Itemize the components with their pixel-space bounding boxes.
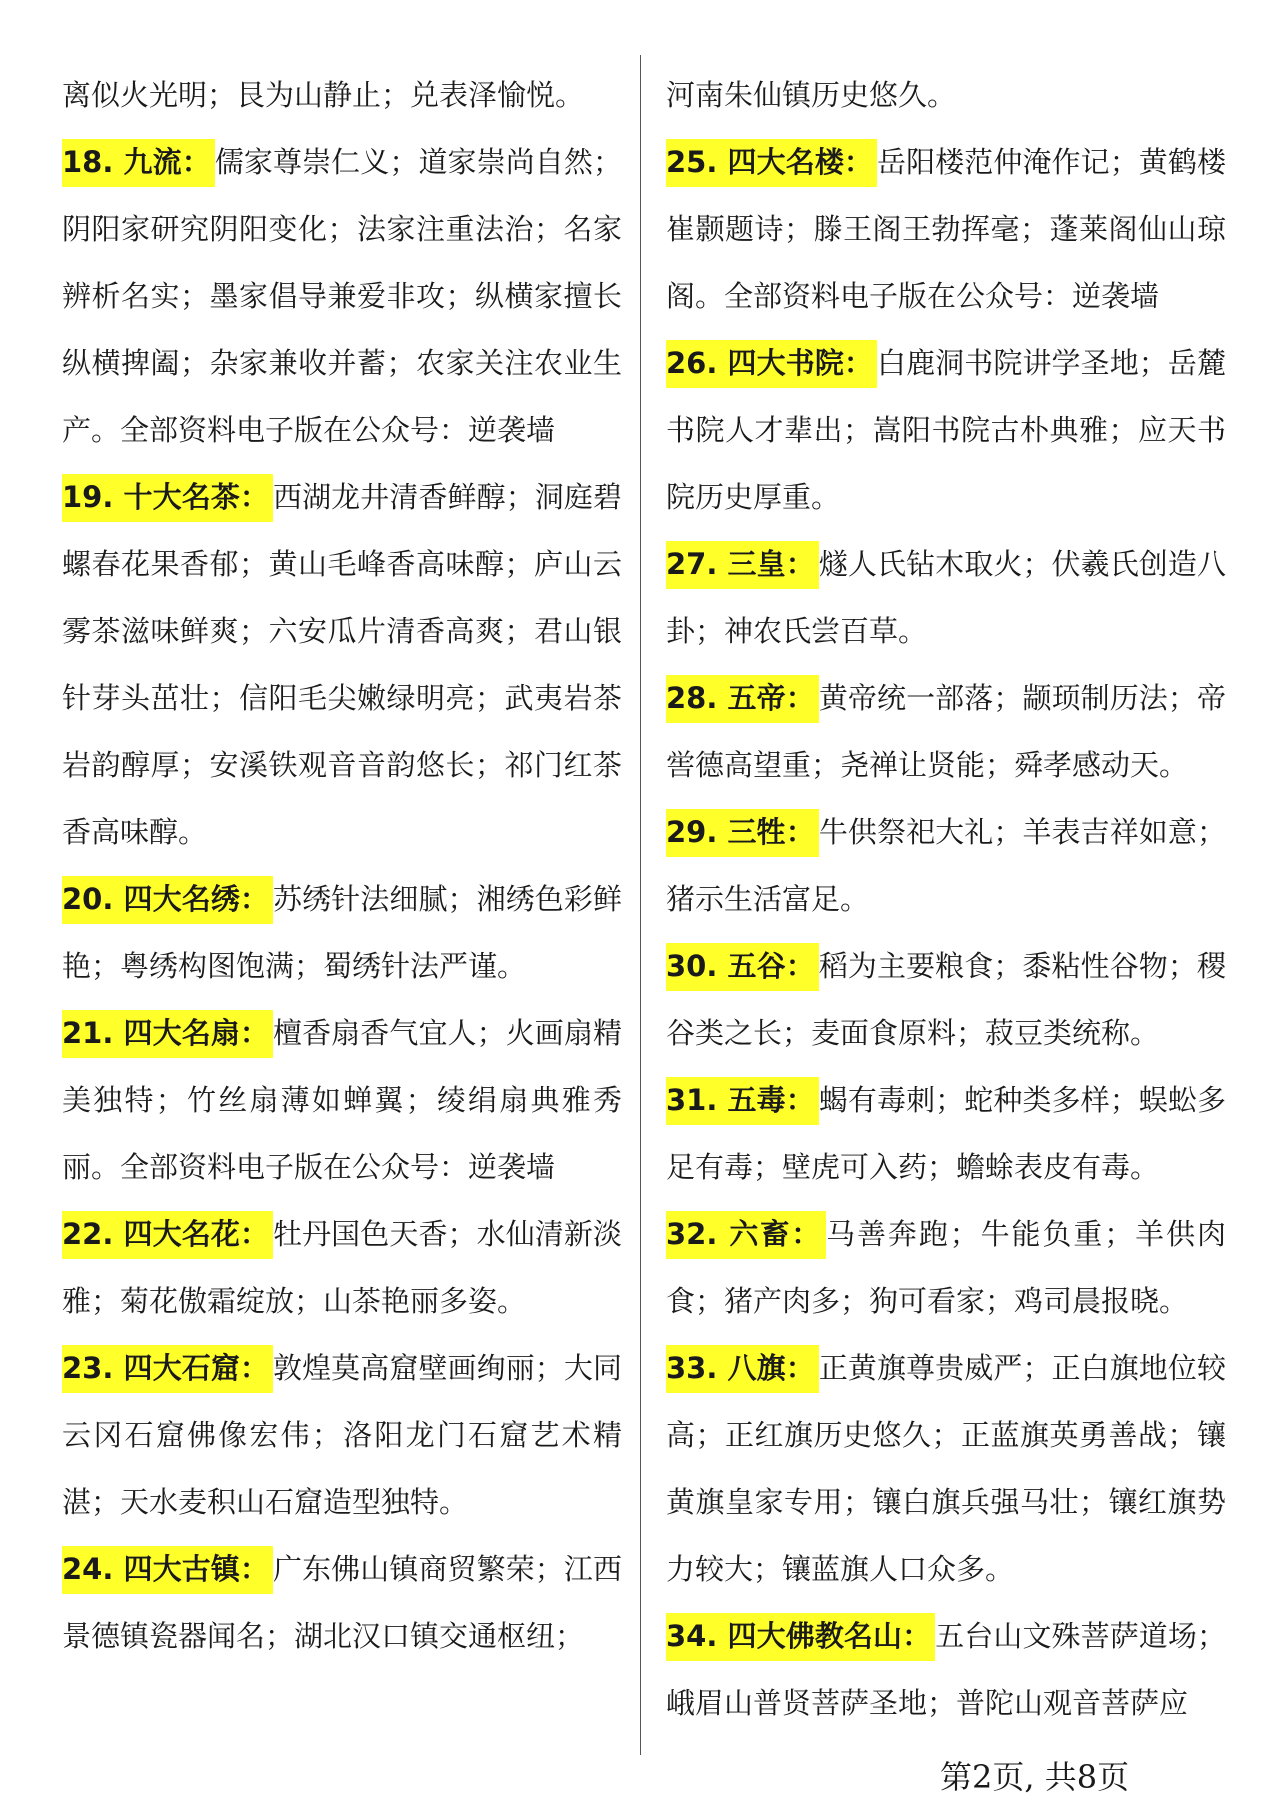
entry-label: 29. 三牲： [666, 809, 819, 857]
entry-label: 24. 四大古镇： [62, 1546, 273, 1594]
entry-text: 五台山文殊菩萨道场；峨眉山普贤菩萨圣地；普陀山观音菩萨应 [666, 1619, 1226, 1720]
entry-sida-minglou [666, 129, 1226, 330]
page-number: 第2页, 共8页 [940, 1758, 1130, 1796]
entry-text: 河南朱仙镇历史悠久。 [666, 78, 957, 112]
entry-label: 22. 四大名花： [62, 1211, 273, 1259]
entry-text: 敦煌莫高窟壁画绚丽；大同云冈石窟佛像宏伟；洛阳龙门石窟艺术精湛；天水麦积山石窟造型独特。 [62, 1351, 622, 1519]
entry-sanhuang [666, 531, 1226, 665]
entry-text: 燧人氏钻木取火；伏羲氏创造八卦；神农氏尝百草。 [666, 547, 1226, 648]
entry-sida-shuyuan [666, 330, 1226, 531]
entry-text: 离似火光明；艮为山静止；兑表泽愉悦。 [62, 78, 585, 112]
entry-text: 苏绣针法细腻；湘绣色彩鲜艳；粤绣构图饱满；蜀绣针法严谨。 [62, 882, 622, 983]
entry-text: 正黄旗尊贵威严；正白旗地位较高；正红旗历史悠久；正蓝旗英勇善战；镶黄旗皇家专用；镶白旗兵强马壮；镶红旗势力较大；镶蓝旗人口众多。 [666, 1351, 1226, 1586]
entry-text: 广东佛山镇商贸繁荣；江西景德镇瓷器闻名；湖北汉口镇交通枢纽； [62, 1552, 622, 1653]
entry-label: 31. 五毒： [666, 1077, 819, 1125]
entry-wudi [666, 665, 1226, 799]
entry-sansheng [666, 799, 1226, 933]
entry-label: 33. 八旗： [666, 1345, 819, 1393]
entry-label: 34. 四大佛教名山： [666, 1613, 935, 1661]
entry-continuation [62, 62, 622, 129]
entry-shida-mingcha [62, 464, 622, 866]
column-divider [640, 55, 641, 1755]
entry-continuation [666, 62, 1226, 129]
entry-jiuliu [62, 129, 622, 464]
entry-text: 马善奔跑；牛能负重；羊供肉食；猪产肉多；狗可看家；鸡司晨报晓。 [666, 1217, 1226, 1318]
entry-label: 19. 十大名茶： [62, 474, 273, 522]
entry-label: 32. 六畜： [666, 1211, 826, 1259]
entry-text: 牛供祭祀大礼；羊表吉祥如意；猪示生活富足。 [666, 815, 1226, 916]
entry-text: 儒家尊崇仁义；道家崇尚自然；阴阳家研究阴阳变化；法家注重法治；名家辨析名实；墨家倡导兼爱非攻；纵横家擅长纵横捭阖；杂家兼收并蓄；农家关注农业生产。全部资料电子版在公众号：逆袭墙 [62, 145, 622, 447]
entry-label: 20. 四大名绣： [62, 876, 273, 924]
entry-sida-fojiao-mingshan [666, 1603, 1226, 1737]
entry-label: 21. 四大名扇： [62, 1010, 273, 1058]
entry-baqi [666, 1335, 1226, 1603]
entry-text: 檀香扇香气宜人；火画扇精美独特；竹丝扇薄如蝉翼；绫绢扇典雅秀丽。全部资料电子版在公众号：逆袭墙 [62, 1016, 622, 1184]
entry-text: 蝎有毒刺；蛇种类多样；蜈蚣多足有毒；壁虎可入药；蟾蜍表皮有毒。 [666, 1083, 1226, 1184]
entry-label: 23. 四大石窟： [62, 1345, 273, 1393]
entry-label: 30. 五谷： [666, 943, 819, 991]
entry-label: 27. 三皇： [666, 541, 819, 589]
entry-text: 白鹿洞书院讲学圣地；岳麓书院人才辈出；嵩阳书院古朴典雅；应天书院历史厚重。 [666, 346, 1226, 514]
entry-sida-mingshan [62, 1000, 622, 1201]
entry-label: 18. 九流： [62, 139, 215, 187]
entry-sida-mingxiu [62, 866, 622, 1000]
entry-text: 稻为主要粮食；黍粘性谷物；稷谷类之长；麦面食原料；菽豆类统称。 [666, 949, 1226, 1050]
entry-wugu [666, 933, 1226, 1067]
entry-text: 西湖龙井清香鲜醇；洞庭碧螺春花果香郁；黄山毛峰香高味醇；庐山云雾茶滋味鲜爽；六安瓜片清香高爽；君山银针芽头茁壮；信阳毛尖嫩绿明亮；武夷岩茶岩韵醇厚；安溪铁观音音韵悠长；祁门红茶香高味醇。 [62, 480, 622, 849]
entry-sida-guzhen [62, 1536, 622, 1670]
entry-wudu [666, 1067, 1226, 1201]
entry-text: 牡丹国色天香；水仙清新淡雅；菊花傲霜绽放；山茶艳丽多姿。 [62, 1217, 622, 1318]
entry-text: 黄帝统一部落；颛顼制历法；帝喾德高望重；尧禅让贤能；舜孝感动天。 [666, 681, 1226, 782]
entry-text: 岳阳楼范仲淹作记；黄鹤楼崔颢题诗；滕王阁王勃挥毫；蓬莱阁仙山琼阁。全部资料电子版在公众号：逆袭墙 [666, 145, 1226, 313]
left-column [62, 62, 622, 1670]
entry-sida-shiku [62, 1335, 622, 1536]
right-column [666, 62, 1226, 1737]
entry-label: 28. 五帝： [666, 675, 819, 723]
entry-liuchu [666, 1201, 1226, 1335]
entry-label: 25. 四大名楼： [666, 139, 877, 187]
entry-sida-minghua [62, 1201, 622, 1335]
entry-label: 26. 四大书院： [666, 340, 877, 388]
